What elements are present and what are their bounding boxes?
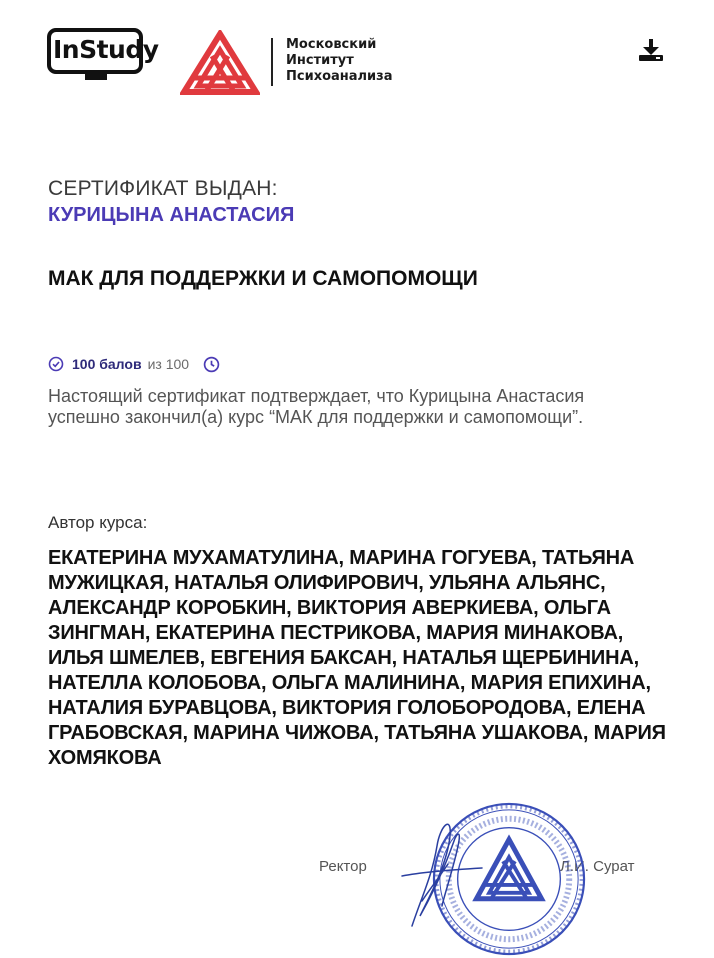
header-divider [271,38,273,86]
score-value: 100 балов [72,356,142,372]
check-circle-icon [48,356,64,372]
authors-list: ЕКАТЕРИНА МУХАМАТУЛИНА, МАРИНА ГОГУЕВА, ТАТЬЯНА МУЖИЦКАЯ, НАТАЛЬЯ ОЛИФИРОВИЧ, УЛЬЯНА АЛЬЯНС, АЛЕКСАНДР КОРОБКИН, ВИКТОРИЯ АВЕРКИЕВА, ОЛЬГА ЗИНГМАН, ЕКАТЕРИНА ПЕСТРИКОВА, МАРИЯ МИНАКОВА, ИЛЬЯ ШМЕЛЕВ, ЕВГЕНИЯ БАКСАН, НАТАЛЬЯ ЩЕРБИНИНА, НАТЕЛЛА КОЛОБОВА, ОЛЬГА МАЛИНИНА, МАРИЯ ЕПИХИНА, НАТАЛИЯ БУРАВЦОВА, ВИКТОРИЯ ГОЛОБОРОДОВА, ЕЛЕНА ГРАБОВСКАЯ, МАРИНА ЧИЖОВА, ТАТЬЯНА УШАКОВА, МАРИЯ ХОМЯКОВА [48,547,666,769]
institute-name-line: Институт [286,53,354,68]
score-total: из 100 [147,356,190,372]
institute-name [286,37,393,85]
instudy-logo-text: InStudy [53,35,159,64]
institute-logo-icon [180,30,260,96]
institute-name-line: Психоанализа [286,69,393,84]
rector-label: Ректор [319,858,367,875]
clock-icon [203,356,220,373]
download-icon[interactable] [636,36,666,64]
score-row [48,353,220,375]
author-label: Автор курса: [48,513,148,532]
certificate-issued-label: СЕРТИФИКАТ ВЫДАН: [48,177,278,200]
signature [392,806,492,936]
signer-name: Л.И. Сурат [560,858,635,875]
course-title: МАК ДЛЯ ПОДДЕРЖКИ И САМОПОМОЩИ [48,267,478,290]
instudy-logo [47,28,159,83]
institute-name-line: Московский [286,37,377,52]
certificate-description: Настоящий сертификат подтверждает, что Курицына Анастасия успешно закончил(а) курс “МАК для поддержки и самопомощи”. [48,386,585,427]
recipient-name: КУРИЦЫНА АНАСТАСИЯ [48,204,295,226]
